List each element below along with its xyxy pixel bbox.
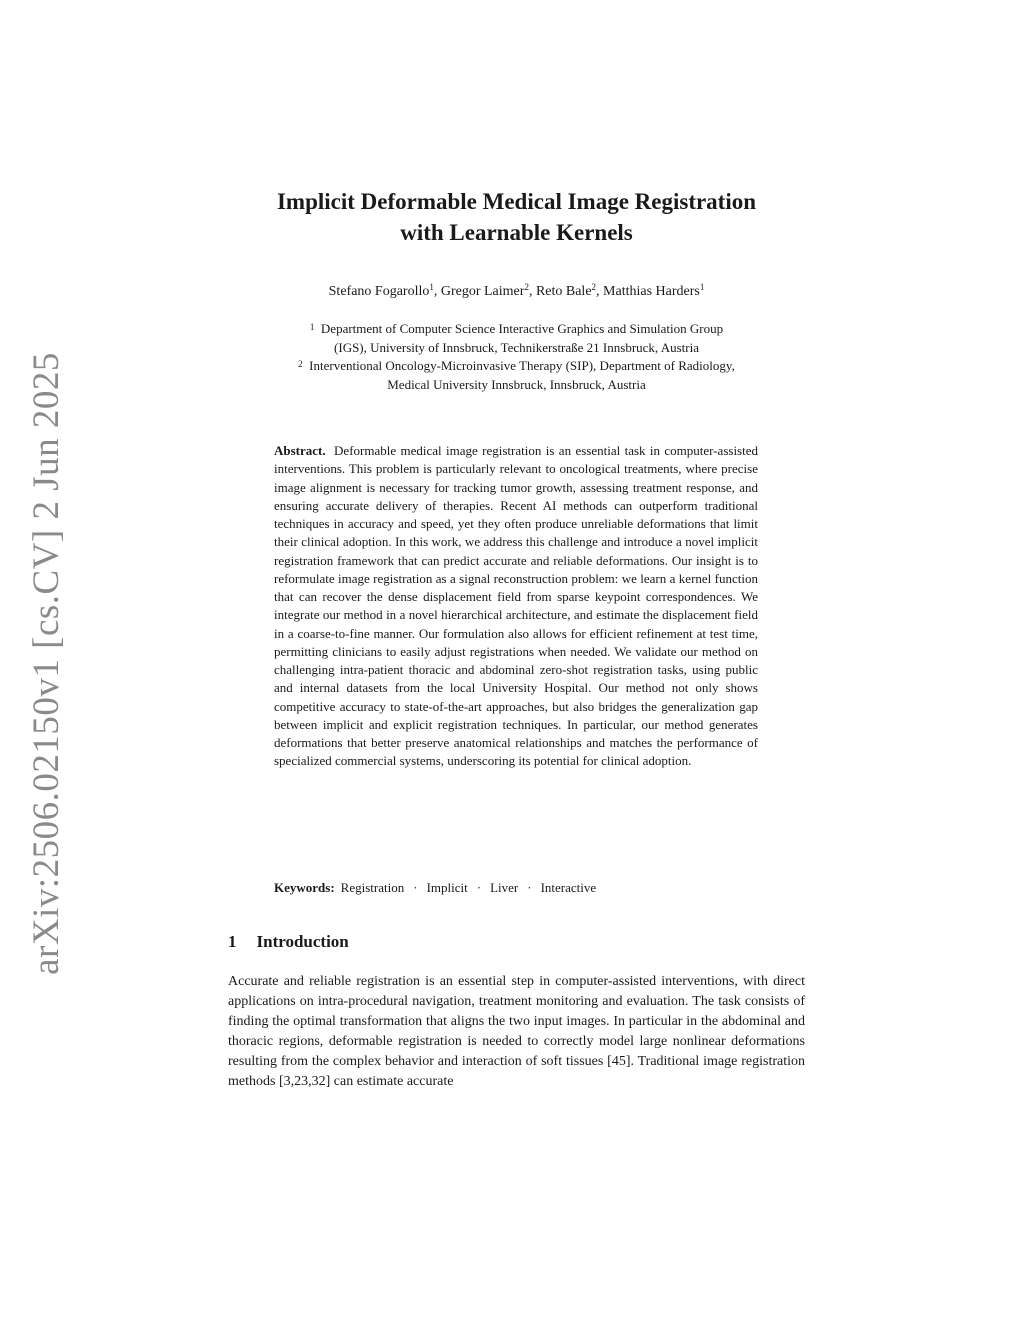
- abstract-label: Abstract.: [274, 443, 326, 458]
- author-list: Stefano Fogarollo$^1$, Gregor Laimer$^2$, Reto Bale$^2$, Matthias Harders$^1$: [328, 282, 705, 299]
- affiliation-text: Interventional Oncology-Microinvasive Therapy (SIP), Department of Radiology,: [309, 358, 735, 373]
- section-number: 1: [228, 932, 237, 951]
- author-name: Stefano Fogarollo: [328, 284, 430, 299]
- author-name: Matthias Harders: [603, 284, 700, 299]
- author-name: Gregor Laimer: [440, 284, 525, 299]
- affiliation-1: [228, 320, 805, 339]
- keyword-item: Registration: [340, 880, 405, 895]
- affiliation-number: 2: [298, 359, 303, 369]
- author-affiliation-mark: 2: [591, 282, 597, 292]
- abstract: [274, 442, 758, 771]
- keyword-item: Implicit: [426, 880, 468, 895]
- keywords-label: Keywords:: [274, 880, 335, 895]
- affiliation-2: [228, 357, 805, 376]
- section-heading-introduction: [228, 932, 349, 952]
- keyword-separator: ·: [476, 880, 482, 895]
- affiliation-2-continued: Medical University Innsbruck, Innsbruck, Austria: [387, 376, 646, 392]
- affiliation-list: [228, 320, 805, 394]
- keyword-separator: ·: [413, 880, 418, 895]
- affiliation-1-continued: (IGS), University of Innsbruck, Technikerstraße 21 Innsbruck, Austria: [334, 339, 699, 355]
- section-title: Introduction: [256, 932, 349, 951]
- arxiv-identifier-stamp: [22, 351, 70, 975]
- arxiv-identifier-text: arXiv:2506.02150v1 [cs.CV] 2 Jun 2025: [25, 351, 67, 975]
- author-name: Reto Bale: [535, 284, 592, 299]
- keyword-item: Interactive: [540, 880, 597, 895]
- author-affiliation-mark: 2: [524, 282, 529, 292]
- affiliation-text: Department of Computer Science Interactive Graphics and Simulation Group: [320, 321, 724, 336]
- keyword-separator: ·: [527, 880, 532, 895]
- paper-title-line-1: Implicit Deformable Medical Image Registration: [276, 189, 757, 214]
- keyword-item: Liver: [490, 880, 519, 895]
- introduction-paragraph: Accurate and reliable registration is an essential step in computer-assisted interventions, with direct applications on intra-procedural navigation, treatment monitoring and evaluation. The task consists of finding the optimal transformation that aligns the two input images. In particular in the abdominal and thoracic regions, deformable registration is needed to correctly model large nonlinear deformations resulting from the complex behavior and interaction of soft tissues [45]. Traditional image registration methods [3,23,32] can estimate accurate: [228, 974, 805, 1089]
- keywords: [274, 880, 758, 896]
- author-affiliation-mark: 1: [699, 282, 705, 292]
- affiliation-number: 1: [309, 322, 315, 332]
- author-affiliation-mark: 1: [429, 282, 434, 292]
- paper-title: [228, 186, 805, 248]
- paper-title-line-2: with Learnable Kernels: [400, 220, 633, 245]
- abstract-text: Deformable medical image registration is an essential task in computer-assisted interventions. This problem is particularly relevant to oncological treatments, where precise image alignment is necessary for tracking tumor growth, assessing treatment response, and ensuring accurate delivery of therapies. Recent AI methods can outperform traditional techniques in accuracy and speed, yet they often produce unreliable deformations that limit their clinical adoption. In this work, we address this challenge and introduce a novel implicit registration framework that can predict accurate and reliable deformations. Our insight is to reformulate image registration as a signal reconstruction problem: we learn a kernel function that can recover the dense displacement field from sparse keypoint correspondences. We integrate our method in a novel hierarchical architecture, and estimate the displacement field in a coarse-to-fine manner. Our formulation also allows for efficient refinement at test time, permitting clinicians to easily adjust registrations when needed. We validate our method on challenging intra-patient thoracic and abdominal zero-shot registration tasks, using public and internal datasets from the local University Hospital. Our method not only shows competitive accuracy to state-of-the-art approaches, but also bridges the generalization gap between implicit and explicit registration techniques. In particular, our method generates deformations that better preserve anatomical relationships and matches the performance of specialized commercial systems, underscoring its potential for clinical adoption.: [274, 443, 759, 769]
